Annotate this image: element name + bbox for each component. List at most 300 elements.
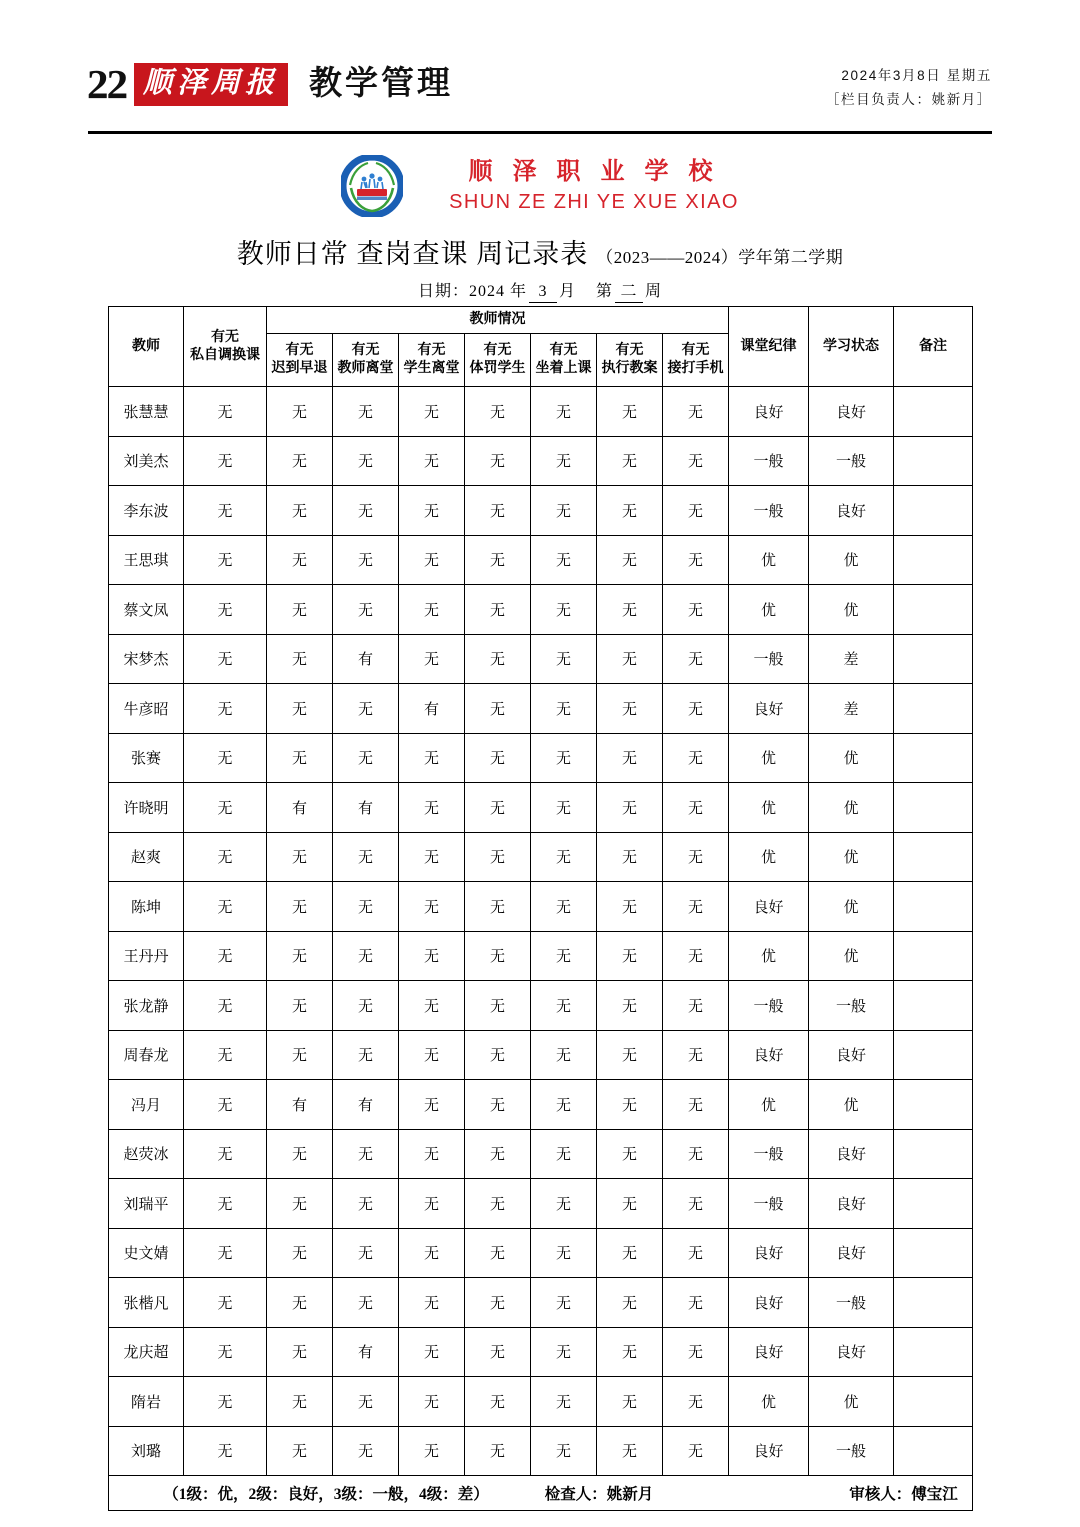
cell-remark bbox=[894, 535, 973, 585]
cell-remark bbox=[894, 981, 973, 1031]
cell-situation-1: 无 bbox=[267, 1327, 333, 1377]
col-header-sub-label: 执行教案 bbox=[601, 361, 658, 376]
col-header-sub-label: 坐着上课 bbox=[535, 361, 592, 376]
cell-remark bbox=[894, 1278, 973, 1328]
cell-teacher-name: 赵荧冰 bbox=[109, 1129, 184, 1179]
header-group-row bbox=[109, 307, 973, 334]
cell-self-swap: 无 bbox=[184, 486, 267, 536]
document-title-main: 教师日常 查岗查课 周记录表 bbox=[236, 239, 589, 269]
cell-study-state: 优 bbox=[809, 931, 894, 981]
cell-situation-3: 无 bbox=[399, 1327, 465, 1377]
footer-grade-legend: （1级：优，2级：良好，3级：一般，4级：差） bbox=[163, 1486, 489, 1503]
col-header-sub-prefix: 有无 bbox=[615, 343, 644, 359]
cell-situation-6: 无 bbox=[597, 733, 663, 783]
cell-situation-4: 无 bbox=[465, 486, 531, 536]
cell-remark bbox=[894, 684, 973, 734]
cell-situation-2: 有 bbox=[333, 1080, 399, 1130]
cell-study-state: 一般 bbox=[809, 1426, 894, 1476]
cell-situation-2: 有 bbox=[333, 634, 399, 684]
cell-situation-3: 无 bbox=[399, 634, 465, 684]
cell-teacher-name: 李东波 bbox=[109, 486, 184, 536]
cell-self-swap: 无 bbox=[184, 1129, 267, 1179]
cell-situation-1: 无 bbox=[267, 684, 333, 734]
cell-remark bbox=[894, 436, 973, 486]
cell-situation-6: 无 bbox=[597, 1327, 663, 1377]
cell-situation-2: 无 bbox=[333, 1228, 399, 1278]
cell-situation-2: 有 bbox=[333, 1327, 399, 1377]
cell-situation-4: 无 bbox=[465, 387, 531, 437]
cell-situation-6: 无 bbox=[597, 634, 663, 684]
col-header-sub-2 bbox=[333, 334, 399, 387]
cell-situation-6: 无 bbox=[597, 1179, 663, 1229]
cell-self-swap: 无 bbox=[184, 783, 267, 833]
cell-self-swap: 无 bbox=[184, 733, 267, 783]
col-header-discipline: 课堂纪律 bbox=[729, 307, 809, 387]
cell-study-state: 良好 bbox=[809, 1327, 894, 1377]
cell-situation-7: 无 bbox=[663, 1179, 729, 1229]
cell-situation-2: 无 bbox=[333, 535, 399, 585]
cell-situation-5: 无 bbox=[531, 981, 597, 1031]
cell-situation-2: 无 bbox=[333, 1179, 399, 1229]
table-row bbox=[109, 1377, 973, 1427]
cell-situation-3: 无 bbox=[399, 1278, 465, 1328]
cell-situation-7: 无 bbox=[663, 733, 729, 783]
cell-situation-1: 无 bbox=[267, 387, 333, 437]
school-name-block bbox=[449, 156, 739, 216]
cell-self-swap: 无 bbox=[184, 634, 267, 684]
cell-situation-5: 无 bbox=[531, 585, 597, 635]
cell-situation-5: 无 bbox=[531, 1327, 597, 1377]
school-identity bbox=[0, 155, 1080, 217]
table-row bbox=[109, 1426, 973, 1476]
cell-situation-4: 无 bbox=[465, 1426, 531, 1476]
table-row bbox=[109, 1179, 973, 1229]
cell-remark bbox=[894, 387, 973, 437]
col-header-study-state: 学习状态 bbox=[809, 307, 894, 387]
cell-situation-6: 无 bbox=[597, 585, 663, 635]
cell-situation-4: 无 bbox=[465, 882, 531, 932]
cell-situation-1: 无 bbox=[267, 1228, 333, 1278]
cell-situation-6: 无 bbox=[597, 783, 663, 833]
cell-situation-6: 无 bbox=[597, 1129, 663, 1179]
publish-date: 2024年3月8日 星期五 bbox=[841, 68, 992, 83]
cell-study-state: 优 bbox=[809, 1080, 894, 1130]
table-row bbox=[109, 585, 973, 635]
cell-situation-5: 无 bbox=[531, 1080, 597, 1130]
cell-situation-1: 无 bbox=[267, 1426, 333, 1476]
cell-discipline: 一般 bbox=[729, 436, 809, 486]
cell-situation-6: 无 bbox=[597, 1426, 663, 1476]
col-header-sub-label: 接打手机 bbox=[667, 361, 724, 376]
cell-situation-1: 无 bbox=[267, 832, 333, 882]
cell-teacher-name: 张龙静 bbox=[109, 981, 184, 1031]
col-header-sub-prefix: 有无 bbox=[417, 343, 446, 359]
cell-discipline: 一般 bbox=[729, 634, 809, 684]
masthead-divider bbox=[88, 131, 992, 134]
cell-situation-2: 有 bbox=[333, 783, 399, 833]
cell-situation-7: 无 bbox=[663, 436, 729, 486]
cell-situation-1: 无 bbox=[267, 1129, 333, 1179]
cell-situation-4: 无 bbox=[465, 1278, 531, 1328]
cell-situation-6: 无 bbox=[597, 931, 663, 981]
school-name-en: SHUN ZE ZHI YE XUE XIAO bbox=[449, 191, 739, 214]
cell-remark bbox=[894, 1129, 973, 1179]
cell-situation-7: 无 bbox=[663, 1228, 729, 1278]
cell-situation-1: 无 bbox=[267, 981, 333, 1031]
cell-remark bbox=[894, 733, 973, 783]
date-month-unit: 月 bbox=[558, 283, 576, 300]
cell-study-state: 优 bbox=[809, 783, 894, 833]
cell-teacher-name: 许晓明 bbox=[109, 783, 184, 833]
cell-situation-2: 无 bbox=[333, 684, 399, 734]
cell-situation-3: 无 bbox=[399, 535, 465, 585]
cell-situation-5: 无 bbox=[531, 684, 597, 734]
cell-self-swap: 无 bbox=[184, 1327, 267, 1377]
cell-situation-6: 无 bbox=[597, 882, 663, 932]
cell-situation-3: 无 bbox=[399, 585, 465, 635]
col-header-sub-4 bbox=[465, 334, 531, 387]
cell-self-swap: 无 bbox=[184, 1179, 267, 1229]
footer-approver: 审核人：傅宝江 bbox=[849, 1486, 958, 1503]
cell-situation-3: 无 bbox=[399, 1179, 465, 1229]
cell-situation-5: 无 bbox=[531, 783, 597, 833]
cell-discipline: 一般 bbox=[729, 486, 809, 536]
cell-situation-4: 无 bbox=[465, 1030, 531, 1080]
cell-situation-5: 无 bbox=[531, 634, 597, 684]
cell-situation-4: 无 bbox=[465, 585, 531, 635]
cell-situation-7: 无 bbox=[663, 535, 729, 585]
col-header-sub-prefix: 有无 bbox=[549, 343, 578, 359]
cell-situation-7: 无 bbox=[663, 981, 729, 1031]
cell-situation-2: 无 bbox=[333, 733, 399, 783]
cell-situation-1: 无 bbox=[267, 1377, 333, 1427]
cell-situation-3: 无 bbox=[399, 783, 465, 833]
cell-teacher-name: 刘瑞平 bbox=[109, 1179, 184, 1229]
footer-checker: 检查人：姚新月 bbox=[544, 1486, 654, 1503]
cell-situation-1: 无 bbox=[267, 931, 333, 981]
cell-situation-5: 无 bbox=[531, 1426, 597, 1476]
issue-number: 22 bbox=[86, 60, 127, 107]
cell-discipline: 优 bbox=[729, 585, 809, 635]
cell-discipline: 良好 bbox=[729, 1278, 809, 1328]
cell-situation-2: 无 bbox=[333, 1030, 399, 1080]
cell-situation-3: 无 bbox=[399, 882, 465, 932]
section-name: 教学管理 bbox=[309, 65, 454, 102]
cell-study-state: 一般 bbox=[809, 981, 894, 1031]
table-row bbox=[109, 1327, 973, 1377]
cell-discipline: 优 bbox=[729, 733, 809, 783]
cell-situation-5: 无 bbox=[531, 436, 597, 486]
col-header-sub-6 bbox=[597, 334, 663, 387]
cell-teacher-name: 张楷凡 bbox=[109, 1278, 184, 1328]
cell-situation-6: 无 bbox=[597, 1080, 663, 1130]
cell-situation-1: 无 bbox=[267, 486, 333, 536]
cell-situation-6: 无 bbox=[597, 1030, 663, 1080]
cell-situation-6: 无 bbox=[597, 1377, 663, 1427]
table-head bbox=[109, 307, 973, 387]
cell-situation-7: 无 bbox=[663, 931, 729, 981]
cell-discipline: 良好 bbox=[729, 387, 809, 437]
cell-situation-3: 无 bbox=[399, 981, 465, 1031]
cell-situation-7: 无 bbox=[663, 1129, 729, 1179]
col-header-group-teacher-situation: 教师情况 bbox=[267, 307, 729, 334]
cell-teacher-name: 史文婧 bbox=[109, 1228, 184, 1278]
cell-situation-4: 无 bbox=[465, 783, 531, 833]
cell-study-state: 良好 bbox=[809, 1179, 894, 1229]
col-header-sub-7 bbox=[663, 334, 729, 387]
cell-study-state: 优 bbox=[809, 585, 894, 635]
inspection-table bbox=[108, 306, 973, 1511]
cell-situation-7: 无 bbox=[663, 387, 729, 437]
cell-situation-4: 无 bbox=[465, 535, 531, 585]
cell-situation-7: 无 bbox=[663, 783, 729, 833]
cell-teacher-name: 王思琪 bbox=[109, 535, 184, 585]
date-year-value: 2024 bbox=[468, 283, 505, 300]
cell-situation-4: 无 bbox=[465, 1080, 531, 1130]
week-value: 二 bbox=[615, 278, 643, 303]
cell-situation-1: 无 bbox=[267, 733, 333, 783]
cell-self-swap: 无 bbox=[184, 387, 267, 437]
table-row bbox=[109, 733, 973, 783]
col-header-sub-prefix: 有无 bbox=[351, 343, 380, 359]
inspection-table-wrapper bbox=[108, 306, 972, 1511]
cell-situation-3: 无 bbox=[399, 387, 465, 437]
cell-self-swap: 无 bbox=[184, 585, 267, 635]
cell-discipline: 优 bbox=[729, 783, 809, 833]
cell-situation-4: 无 bbox=[465, 634, 531, 684]
table-row bbox=[109, 684, 973, 734]
document-date-line bbox=[0, 278, 1080, 303]
cell-situation-5: 无 bbox=[531, 387, 597, 437]
cell-situation-4: 无 bbox=[465, 1377, 531, 1427]
table-row bbox=[109, 882, 973, 932]
masthead-brand bbox=[88, 60, 453, 108]
cell-situation-3: 无 bbox=[399, 733, 465, 783]
cell-self-swap: 无 bbox=[184, 1228, 267, 1278]
col-header-self-swap bbox=[184, 307, 267, 387]
cell-teacher-name: 张赛 bbox=[109, 733, 184, 783]
cell-discipline: 一般 bbox=[729, 981, 809, 1031]
cell-situation-3: 有 bbox=[399, 684, 465, 734]
cell-self-swap: 无 bbox=[184, 931, 267, 981]
cell-self-swap: 无 bbox=[184, 1080, 267, 1130]
cell-situation-6: 无 bbox=[597, 1278, 663, 1328]
cell-situation-5: 无 bbox=[531, 1228, 597, 1278]
cell-situation-4: 无 bbox=[465, 733, 531, 783]
cell-discipline: 优 bbox=[729, 931, 809, 981]
table-body bbox=[109, 387, 973, 1476]
cell-situation-3: 无 bbox=[399, 486, 465, 536]
cell-teacher-name: 隋岩 bbox=[109, 1377, 184, 1427]
cell-situation-5: 无 bbox=[531, 1030, 597, 1080]
cell-teacher-name: 牛彦昭 bbox=[109, 684, 184, 734]
cell-situation-4: 无 bbox=[465, 684, 531, 734]
cell-discipline: 一般 bbox=[729, 1129, 809, 1179]
table-row bbox=[109, 981, 973, 1031]
cell-study-state: 优 bbox=[809, 832, 894, 882]
cell-study-state: 良好 bbox=[809, 1228, 894, 1278]
col-header-sub-label: 迟到早退 bbox=[271, 361, 328, 376]
table-row bbox=[109, 1030, 973, 1080]
cell-situation-3: 无 bbox=[399, 1129, 465, 1179]
cell-teacher-name: 冯月 bbox=[109, 1080, 184, 1130]
cell-situation-6: 无 bbox=[597, 436, 663, 486]
cell-situation-4: 无 bbox=[465, 931, 531, 981]
col-header-self-swap-line2: 私自调换课 bbox=[190, 347, 260, 363]
masthead-meta bbox=[826, 60, 992, 111]
cell-situation-3: 无 bbox=[399, 832, 465, 882]
cell-situation-3: 无 bbox=[399, 1426, 465, 1476]
cell-situation-7: 无 bbox=[663, 486, 729, 536]
cell-study-state: 一般 bbox=[809, 1278, 894, 1328]
cell-remark bbox=[894, 1179, 973, 1229]
cell-situation-2: 无 bbox=[333, 1377, 399, 1427]
document-title-sub: （2023——2024）学年第二学期 bbox=[596, 248, 844, 267]
cell-situation-7: 无 bbox=[663, 882, 729, 932]
school-name-cn: 顺 泽 职 业 学 校 bbox=[468, 158, 720, 185]
cell-remark bbox=[894, 931, 973, 981]
cell-situation-7: 无 bbox=[663, 634, 729, 684]
cell-remark bbox=[894, 1377, 973, 1427]
cell-situation-7: 无 bbox=[663, 1080, 729, 1130]
table-row bbox=[109, 387, 973, 437]
table-row bbox=[109, 832, 973, 882]
col-header-sub-1 bbox=[267, 334, 333, 387]
cell-situation-3: 无 bbox=[399, 436, 465, 486]
cell-discipline: 一般 bbox=[729, 1179, 809, 1229]
cell-teacher-name: 陈坤 bbox=[109, 882, 184, 932]
cell-discipline: 良好 bbox=[729, 1228, 809, 1278]
cell-situation-4: 无 bbox=[465, 1129, 531, 1179]
col-header-sub-3 bbox=[399, 334, 465, 387]
cell-remark bbox=[894, 585, 973, 635]
cell-situation-7: 无 bbox=[663, 1377, 729, 1427]
cell-study-state: 优 bbox=[809, 1377, 894, 1427]
cell-situation-6: 无 bbox=[597, 486, 663, 536]
cell-study-state: 优 bbox=[809, 882, 894, 932]
cell-situation-2: 无 bbox=[333, 882, 399, 932]
cell-situation-1: 无 bbox=[267, 1030, 333, 1080]
cell-situation-7: 无 bbox=[663, 1327, 729, 1377]
date-month-value: 3 bbox=[529, 283, 557, 303]
cell-study-state: 良好 bbox=[809, 1030, 894, 1080]
cell-discipline: 优 bbox=[729, 1080, 809, 1130]
cell-study-state: 差 bbox=[809, 684, 894, 734]
masthead bbox=[0, 60, 1080, 130]
table-row bbox=[109, 1080, 973, 1130]
cell-situation-7: 无 bbox=[663, 1030, 729, 1080]
table-row bbox=[109, 931, 973, 981]
table-row bbox=[109, 486, 973, 536]
table-row bbox=[109, 436, 973, 486]
cell-situation-3: 无 bbox=[399, 1377, 465, 1427]
cell-discipline: 优 bbox=[729, 1377, 809, 1427]
cell-teacher-name: 刘璐 bbox=[109, 1426, 184, 1476]
cell-situation-5: 无 bbox=[531, 1377, 597, 1427]
table-row bbox=[109, 1129, 973, 1179]
cell-situation-3: 无 bbox=[399, 1228, 465, 1278]
cell-situation-1: 无 bbox=[267, 1278, 333, 1328]
table-footer-cell bbox=[109, 1476, 973, 1511]
cell-situation-2: 无 bbox=[333, 1129, 399, 1179]
col-header-remark: 备注 bbox=[894, 307, 973, 387]
cell-situation-2: 无 bbox=[333, 1426, 399, 1476]
cell-discipline: 良好 bbox=[729, 1030, 809, 1080]
cell-teacher-name: 张慧慧 bbox=[109, 387, 184, 437]
cell-self-swap: 无 bbox=[184, 832, 267, 882]
cell-situation-5: 无 bbox=[531, 832, 597, 882]
cell-discipline: 良好 bbox=[729, 684, 809, 734]
footer-row bbox=[109, 1476, 973, 1511]
cell-situation-4: 无 bbox=[465, 1179, 531, 1229]
cell-remark bbox=[894, 832, 973, 882]
col-header-sub-prefix: 有无 bbox=[285, 343, 314, 359]
table-row bbox=[109, 634, 973, 684]
cell-teacher-name: 蔡文凤 bbox=[109, 585, 184, 635]
table-row bbox=[109, 783, 973, 833]
cell-situation-1: 有 bbox=[267, 1080, 333, 1130]
cell-situation-5: 无 bbox=[531, 535, 597, 585]
cell-situation-2: 无 bbox=[333, 1278, 399, 1328]
cell-discipline: 良好 bbox=[729, 1426, 809, 1476]
cell-situation-4: 无 bbox=[465, 436, 531, 486]
date-year-unit: 年 bbox=[509, 283, 527, 300]
cell-situation-2: 无 bbox=[333, 981, 399, 1031]
cell-situation-2: 无 bbox=[333, 931, 399, 981]
cell-situation-2: 无 bbox=[333, 436, 399, 486]
cell-situation-2: 无 bbox=[333, 387, 399, 437]
cell-situation-3: 无 bbox=[399, 1030, 465, 1080]
cell-situation-5: 无 bbox=[531, 1129, 597, 1179]
cell-situation-2: 无 bbox=[333, 585, 399, 635]
cell-discipline: 良好 bbox=[729, 1327, 809, 1377]
cell-situation-5: 无 bbox=[531, 1179, 597, 1229]
cell-situation-7: 无 bbox=[663, 1278, 729, 1328]
table-row bbox=[109, 1228, 973, 1278]
cell-study-state: 良好 bbox=[809, 486, 894, 536]
cell-situation-1: 无 bbox=[267, 882, 333, 932]
cell-situation-7: 无 bbox=[663, 684, 729, 734]
school-emblem-icon bbox=[341, 155, 403, 217]
cell-remark bbox=[894, 1426, 973, 1476]
cell-situation-6: 无 bbox=[597, 981, 663, 1031]
cell-situation-4: 无 bbox=[465, 981, 531, 1031]
cell-self-swap: 无 bbox=[184, 1426, 267, 1476]
cell-self-swap: 无 bbox=[184, 1278, 267, 1328]
cell-situation-2: 无 bbox=[333, 832, 399, 882]
col-header-sub-prefix: 有无 bbox=[483, 343, 512, 359]
col-header-sub-label: 学生离堂 bbox=[403, 361, 460, 376]
week-unit-label: 周 bbox=[645, 283, 663, 300]
document-title bbox=[0, 232, 1080, 271]
cell-situation-1: 无 bbox=[267, 436, 333, 486]
cell-situation-4: 无 bbox=[465, 1228, 531, 1278]
cell-study-state: 良好 bbox=[809, 387, 894, 437]
cell-situation-6: 无 bbox=[597, 684, 663, 734]
cell-situation-2: 无 bbox=[333, 486, 399, 536]
cell-situation-6: 无 bbox=[597, 832, 663, 882]
cell-remark bbox=[894, 882, 973, 932]
cell-remark bbox=[894, 486, 973, 536]
cell-situation-6: 无 bbox=[597, 1228, 663, 1278]
cell-situation-7: 无 bbox=[663, 585, 729, 635]
cell-self-swap: 无 bbox=[184, 436, 267, 486]
table-row bbox=[109, 1278, 973, 1328]
cell-remark bbox=[894, 1030, 973, 1080]
cell-self-swap: 无 bbox=[184, 684, 267, 734]
cell-situation-5: 无 bbox=[531, 882, 597, 932]
cell-study-state: 一般 bbox=[809, 436, 894, 486]
